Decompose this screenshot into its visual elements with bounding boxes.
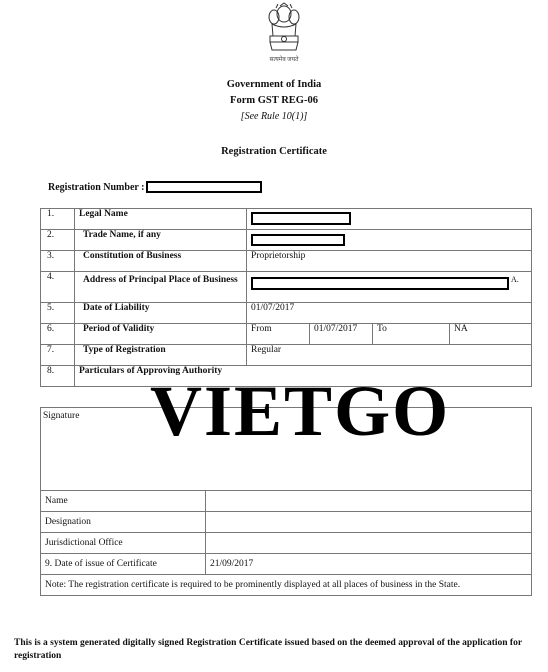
row-value bbox=[247, 209, 532, 230]
authority-value bbox=[206, 533, 532, 554]
row-number: 3. bbox=[41, 251, 75, 272]
row-label: Constitution of Business bbox=[75, 251, 247, 272]
header-rule: [See Rule 10(1)] bbox=[240, 111, 308, 122]
row-label: Address of Principal Place of Business bbox=[75, 272, 247, 303]
table-row bbox=[41, 345, 532, 366]
address-redacted bbox=[251, 277, 509, 290]
row-label: Legal Name bbox=[75, 209, 247, 230]
table-row bbox=[41, 230, 532, 251]
authority-value bbox=[206, 491, 532, 512]
row-label: Particulars of Approving Authority bbox=[75, 366, 532, 387]
row-value: Proprietorship bbox=[247, 251, 532, 272]
registration-details-table bbox=[40, 208, 532, 387]
table-row bbox=[41, 491, 532, 512]
legal-name-redacted bbox=[251, 212, 351, 225]
row-number: 4. bbox=[41, 272, 75, 303]
validity-from-label: From bbox=[247, 324, 310, 345]
header-form-name: Form GST REG-06 bbox=[230, 95, 318, 106]
table-row bbox=[41, 512, 532, 533]
table-row bbox=[41, 324, 532, 345]
row-label: Period of Validity bbox=[75, 324, 247, 345]
address-suffix: A. bbox=[511, 275, 519, 284]
validity-to-label: To bbox=[373, 324, 450, 345]
table-row bbox=[41, 533, 532, 554]
trade-name-redacted bbox=[251, 234, 345, 246]
row-value bbox=[247, 272, 532, 303]
row-number: 6. bbox=[41, 324, 75, 345]
row-value: 01/07/2017 bbox=[247, 303, 532, 324]
authority-table bbox=[40, 490, 532, 596]
footer-statement: This is a system generated digitally signed Registration Certificate issued based on the deemed approval of the application for registration bbox=[14, 638, 522, 661]
emblem-motto: सत्यमेव जयते bbox=[269, 57, 299, 63]
registration-number-redacted bbox=[146, 181, 262, 193]
validity-to-value: NA bbox=[450, 324, 532, 345]
row-label: Trade Name, if any bbox=[75, 230, 247, 251]
signature-label: Signature bbox=[43, 411, 80, 421]
row-number: 5. bbox=[41, 303, 75, 324]
row-number: 8. bbox=[41, 366, 75, 387]
authority-label: Jurisdictional Office bbox=[41, 533, 206, 554]
authority-label: Name bbox=[41, 491, 206, 512]
table-row bbox=[41, 272, 532, 303]
authority-label: 9. Date of issue of Certificate bbox=[41, 554, 206, 575]
header-government: Government of India bbox=[226, 79, 322, 90]
display-note: Note: The registration certificate is required to be prominently displayed at all places of business in the State. bbox=[41, 575, 532, 596]
table-row bbox=[41, 575, 532, 596]
authority-value bbox=[206, 512, 532, 533]
registration-number-label: Registration Number : bbox=[48, 182, 145, 193]
table-row bbox=[41, 209, 532, 230]
national-emblem-icon bbox=[262, 2, 306, 58]
table-row bbox=[41, 251, 532, 272]
row-label: Type of Registration bbox=[75, 345, 247, 366]
row-label: Date of Liability bbox=[75, 303, 247, 324]
watermark-text: VIETGO bbox=[150, 371, 451, 451]
row-value: Regular bbox=[247, 345, 532, 366]
authority-value: 21/09/2017 bbox=[206, 554, 532, 575]
certificate-title: Registration Certificate bbox=[221, 146, 327, 157]
row-value bbox=[247, 230, 532, 251]
authority-label: Designation bbox=[41, 512, 206, 533]
row-number: 1. bbox=[41, 209, 75, 230]
validity-from-value: 01/07/2017 bbox=[310, 324, 373, 345]
row-number: 2. bbox=[41, 230, 75, 251]
table-row bbox=[41, 554, 532, 575]
row-number: 7. bbox=[41, 345, 75, 366]
table-row bbox=[41, 303, 532, 324]
